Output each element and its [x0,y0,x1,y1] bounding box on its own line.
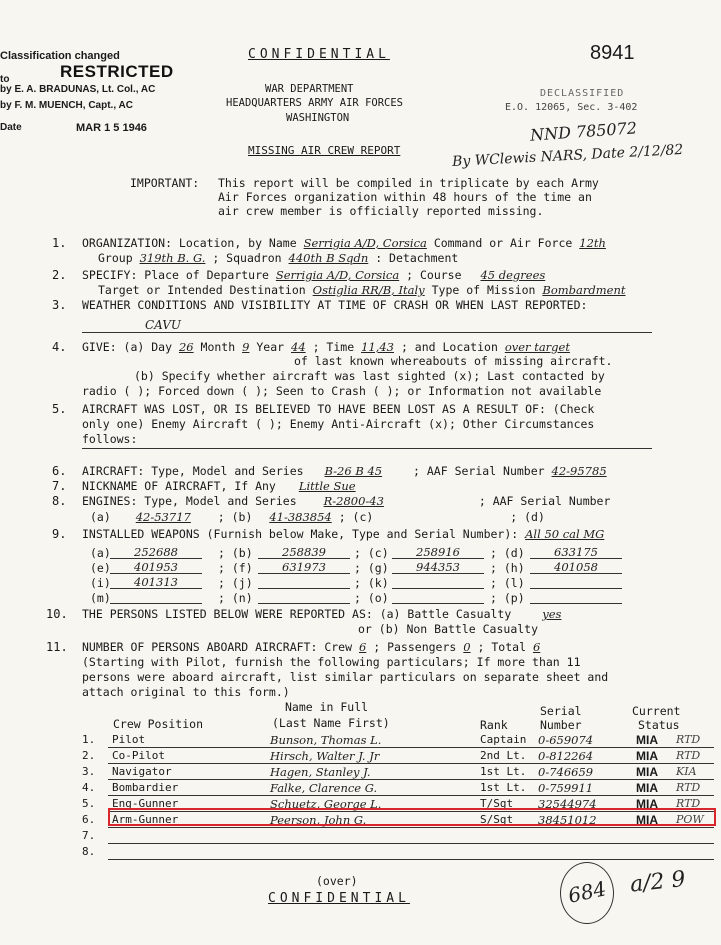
important-line-1: This report will be compiled in triplicate by each Army [218,176,599,190]
item-6-type: B-26 B 45 [324,464,383,478]
item-2-mission-label: Type of Mission [431,283,536,297]
item-11-line-2: (Starting with Pilot, furnish the following particulars; If more than 11 [82,655,581,669]
item-11-line-1 [82,640,540,654]
item-4-month: 9 [242,340,250,354]
weapon-serial [530,575,622,589]
weapon-serial: 631973 [258,560,350,574]
item-8-number: 8. [52,494,67,508]
dept-line-2: HEADQUARTERS ARMY AIR FORCES [226,97,404,109]
by-line: By WClewis NARS, Date 2/12/82 [451,141,684,171]
crew-position: Pilot [112,733,146,746]
weapon-label: ; (c) [354,546,389,560]
important-line-2: Air Forces organization within 48 hours of the time an [218,190,592,204]
item-3-text: WEATHER CONDITIONS AND VISIBILITY AT TIME OF CRASH OR WHEN LAST REPORTED: [82,298,588,312]
crew-row-rule [108,827,714,828]
weapon-serial: 401313 [110,575,202,589]
over-label: (over) [316,874,358,888]
item-1-detachment-label: : Detachment [375,251,459,265]
weapon-label: ; (b) [218,546,253,560]
item-11-crew: 6 [358,640,367,654]
eo-line: E.O. 12065, Sec. 3-402 [505,102,638,113]
weapon-label: ; (h) [490,561,525,575]
dept-line-3: WASHINGTON [286,112,350,124]
crew-position: Eng-Gunner [112,797,179,810]
highlighted-row-box [108,808,716,826]
item-8-b: 41-383854 [269,510,332,524]
classification-date-label: Date [0,122,22,133]
header-serial-bottom: Number [540,718,582,732]
item-11-passengers: 0 [463,640,471,654]
item-7-nickname: Little Sue [298,479,356,493]
weapon-serial [392,590,484,604]
corner-note: a/2 9 [628,866,687,898]
crew-rank: S/Sgt [480,813,514,826]
item-4-line-4: radio ( ); Forced down ( ); Seen to Crash ( ); or Information not available [82,384,602,398]
item-8-type: R-2800-43 [323,494,384,508]
weapon-label: ; (g) [354,561,389,575]
crew-position: Arm-Gunner [112,813,179,826]
item-10-line-1 [82,607,561,621]
weapon-label: (e) [90,561,111,575]
declassified-stamp: DECLASSIFIED [540,88,625,99]
item-2-line-2 [98,283,626,297]
item-5-number: 5. [52,402,67,416]
item-3-weather: CAVU [145,318,182,332]
header-position: Crew Position [113,717,204,731]
footer-confidential: CONFIDENTIAL [268,891,410,906]
item-1-line-1 [82,236,606,250]
item-4-line-1 [82,340,570,354]
weapon-serial [392,575,484,589]
crew-status: MIA [636,733,658,747]
crew-status: MIA [636,765,658,779]
crew-status: MIA [636,781,658,795]
crew-rank: 1st Lt. [480,765,527,778]
crew-row-number: 7. [82,829,96,842]
item-6-line [82,464,607,478]
item-4-line-2: of last known whereabouts of missing aircraft. [294,354,613,368]
item-4-day: 26 [178,340,194,354]
crew-row-rule [108,843,714,844]
item-1-number: 1. [52,236,67,250]
weapon-label: ; (o) [354,591,389,605]
item-9-text: INSTALLED WEAPONS (Furnish below Make, Type and Serial Number): [82,527,519,541]
item-2-mission: Bombardment [542,283,626,297]
item-6-serial-label: ; AAF Serial Number [413,464,545,478]
item-1-squadron-label: ; Squadron [212,251,282,265]
crew-serial: 0-759911 [538,781,594,795]
item-4-month-label: Month [200,340,236,354]
header-status-top: Current [632,704,681,718]
classification-by-line-1: by E. A. BRADUNAS, Lt. Col., AC [0,84,156,95]
circled-number-text: 684 [565,876,609,908]
crew-rank: 2nd Lt. [480,749,527,762]
item-8-a-label: (a) [90,510,111,524]
crew-serial: 0-746659 [538,765,594,779]
item-11-line-3: persons were aboard aircraft, list similar particulars on separate sheet and [82,670,609,684]
item-2-departure: Serrigia A/D, Corsica [275,268,400,282]
item-7-number: 7. [52,479,67,493]
crew-name: Hirsch, Walter J. Jr [270,749,380,763]
crew-position: Navigator [112,765,172,778]
important-line-3: air crew member is officially reported missing. [218,204,544,218]
crew-rank: 1st Lt. [480,781,527,794]
crew-row-number: 8. [82,845,96,858]
confidential-heading: CONFIDENTIAL [248,47,390,62]
item-2-text-a: SPECIFY: Place of Departure [82,268,269,282]
weapon-label: ; (f) [218,561,253,575]
weapon-label: (i) [90,576,111,590]
weapon-serial [258,575,350,589]
item-1-location: Serrigia A/D, Corsica [303,236,427,250]
crew-position: Co-Pilot [112,749,165,762]
crew-status-note: RTD [676,781,701,794]
weapon-serial: 252688 [110,545,202,559]
crew-name: Peerson, John G. [270,813,367,827]
item-4-loc-label: ; and Location [400,340,498,354]
item-8-b-label: ; (b) [217,510,253,524]
item-9-line [82,527,604,541]
item-10-line-2: or (b) Non Battle Casualty [358,622,539,636]
item-8-line-1 [82,494,610,508]
restricted-stamp: RESTRICTED [60,62,174,81]
item-10-number: 10. [46,607,68,621]
item-4-location: over target [504,340,570,354]
item-8-a: 42-53717 [135,510,191,524]
item-3-number: 3. [52,298,67,312]
crew-status-note: POW [676,813,704,826]
crew-rank: T/Sgt [480,797,514,810]
item-10-battle: yes [542,607,562,621]
item-7-text: NICKNAME OF AIRCRAFT, If Any [82,479,276,493]
crew-row-rule [108,747,714,748]
crew-serial: 0-659074 [538,733,594,747]
item-9-number: 9. [52,527,67,541]
crew-row-number: 4. [82,781,96,794]
header-name-bottom: (Last Name First) [272,716,390,730]
weapon-serial: 401058 [530,560,622,574]
weapon-serial [530,590,622,604]
item-6-number: 6. [52,464,67,478]
item-2-line-1 [82,268,545,282]
crew-status: MIA [636,813,658,827]
classification-by-line-2: by F. M. MUENCH, Capt., AC [0,100,133,111]
item-5-rule [82,448,652,449]
item-1-squadron: 440th B Sqdn [288,251,369,265]
item-1-group-label: Group [98,251,133,265]
crew-rank: Captain [480,733,527,746]
header-serial-top: Serial [540,704,582,718]
page-number: 8941 [590,42,635,64]
report-title: MISSING AIR CREW REPORT [248,144,401,157]
item-2-target-label: Target or Intended Destination [98,283,306,297]
weapon-serial [258,590,350,604]
item-8-d-label: ; (d) [510,510,545,524]
item-11-line-4: attach original to this form.) [82,685,290,699]
crew-name: Hagen, Stanley J. [270,765,371,779]
item-4-year-label: Year [256,340,285,354]
crew-serial: 0-812264 [538,749,594,763]
item-8-line-2 [90,510,545,524]
weapon-label: ; (k) [354,576,389,590]
item-1-text-b: Command or Air Force [433,236,573,250]
weapon-label: (a) [90,546,111,560]
item-1-command: 12th [579,236,606,250]
crew-row-rule [108,795,714,796]
crew-name: Schuetz, George L. [270,797,382,811]
weapon-label: ; (l) [490,576,525,590]
nnd-line: NND 785072 [529,118,638,145]
item-4-text-a: GIVE: (a) Day [82,340,173,354]
classification-changed-stamp: Classification changed [0,50,120,62]
weapon-serial [110,590,202,604]
item-7-line [82,479,356,493]
crew-status: MIA [636,749,658,763]
item-2-target: Ostiglia RR/B, Italy [312,283,425,297]
weapon-label: ; (n) [218,591,253,605]
crew-status-note: RTD [676,733,701,746]
header-name-top: Name in Full [285,700,369,714]
crew-status-note: RTD [676,749,701,762]
item-5-line-1: AIRCRAFT WAS LOST, OR IS BELIEVED TO HAVE BEEN LOST AS A RESULT OF: (Check [82,402,595,416]
crew-row-number: 2. [82,749,96,762]
weapon-serial: 401953 [110,560,202,574]
item-9-weapons-type: All 50 cal MG [525,527,605,541]
weapon-serial: 633175 [530,545,622,559]
item-1-line-2 [98,251,458,265]
crew-name: Bunson, Thomas L. [270,733,382,747]
crew-row-rule [108,763,714,764]
item-2-course: 45 degrees [480,268,546,282]
crew-row-rule [108,859,714,860]
crew-row-number: 6. [82,813,96,826]
item-2-course-label: ; Course [406,268,462,282]
crew-status: MIA [636,797,658,811]
dept-line-1: WAR DEPARTMENT [265,83,354,95]
classification-to-line: to [0,74,10,85]
crew-position: Bombardier [112,781,179,794]
item-1-text-a: ORGANIZATION: Location, by Name [82,236,297,250]
item-4-number: 4. [52,340,67,354]
item-11-pass-label: ; Passengers [373,640,457,654]
weapon-serial: 258916 [392,545,484,559]
header-rank: Rank [480,718,508,732]
crew-row-number: 1. [82,733,96,746]
item-5-line-3: follows: [82,432,138,446]
item-11-total-label: ; Total [477,640,526,654]
weapon-label: ; (j) [218,576,253,590]
item-4-time-label: ; Time [312,340,355,354]
item-8-c-label: ; (c) [338,510,374,524]
item-6-text: AIRCRAFT: Type, Model and Series [82,464,304,478]
crew-row-number: 3. [82,765,96,778]
item-11-total: 6 [532,640,541,654]
crew-status-note: KIA [676,765,697,778]
header-status-bottom: Status [638,718,680,732]
item-10-text-1: THE PERSONS LISTED BELOW WERE REPORTED AS: (a) Battle Casualty [82,607,512,621]
crew-row-rule [108,779,714,780]
weapon-serial: 944353 [392,560,484,574]
weapon-label: ; (d) [490,546,525,560]
crew-row-number: 5. [82,797,96,810]
crew-status-note: RTD [676,797,701,810]
item-6-serial: 42-95785 [551,464,607,478]
item-8-text: ENGINES: Type, Model and Series [82,494,297,508]
crew-serial: 32544974 [538,797,597,811]
item-3-weather-rule [82,332,652,333]
item-4-year: 44 [291,340,306,354]
weapon-label: ; (p) [490,591,525,605]
item-4-time: 11,43 [361,340,394,354]
weapon-serial: 258839 [258,545,350,559]
weapon-label: (m) [90,591,111,605]
item-1-group: 319th B. G. [139,251,206,265]
item-5-line-2: only one) Enemy Aircraft ( ); Enemy Anti-Aircraft (x); Other Circumstances [82,417,595,431]
crew-name: Falke, Clarence G. [270,781,378,795]
date-stamp: MAR 1 5 1946 [76,122,147,134]
item-8-serial-label: ; AAF Serial Number [478,494,611,508]
item-11-number: 11. [46,640,68,654]
item-11-text: NUMBER OF PERSONS ABOARD AIRCRAFT: Crew [82,640,353,654]
item-4-line-3: (b) Specify whether aircraft was last sighted (x); Last contacted by [134,369,605,383]
crew-serial: 38451012 [538,813,597,827]
important-label: IMPORTANT: [130,176,200,190]
item-2-number: 2. [52,268,67,282]
